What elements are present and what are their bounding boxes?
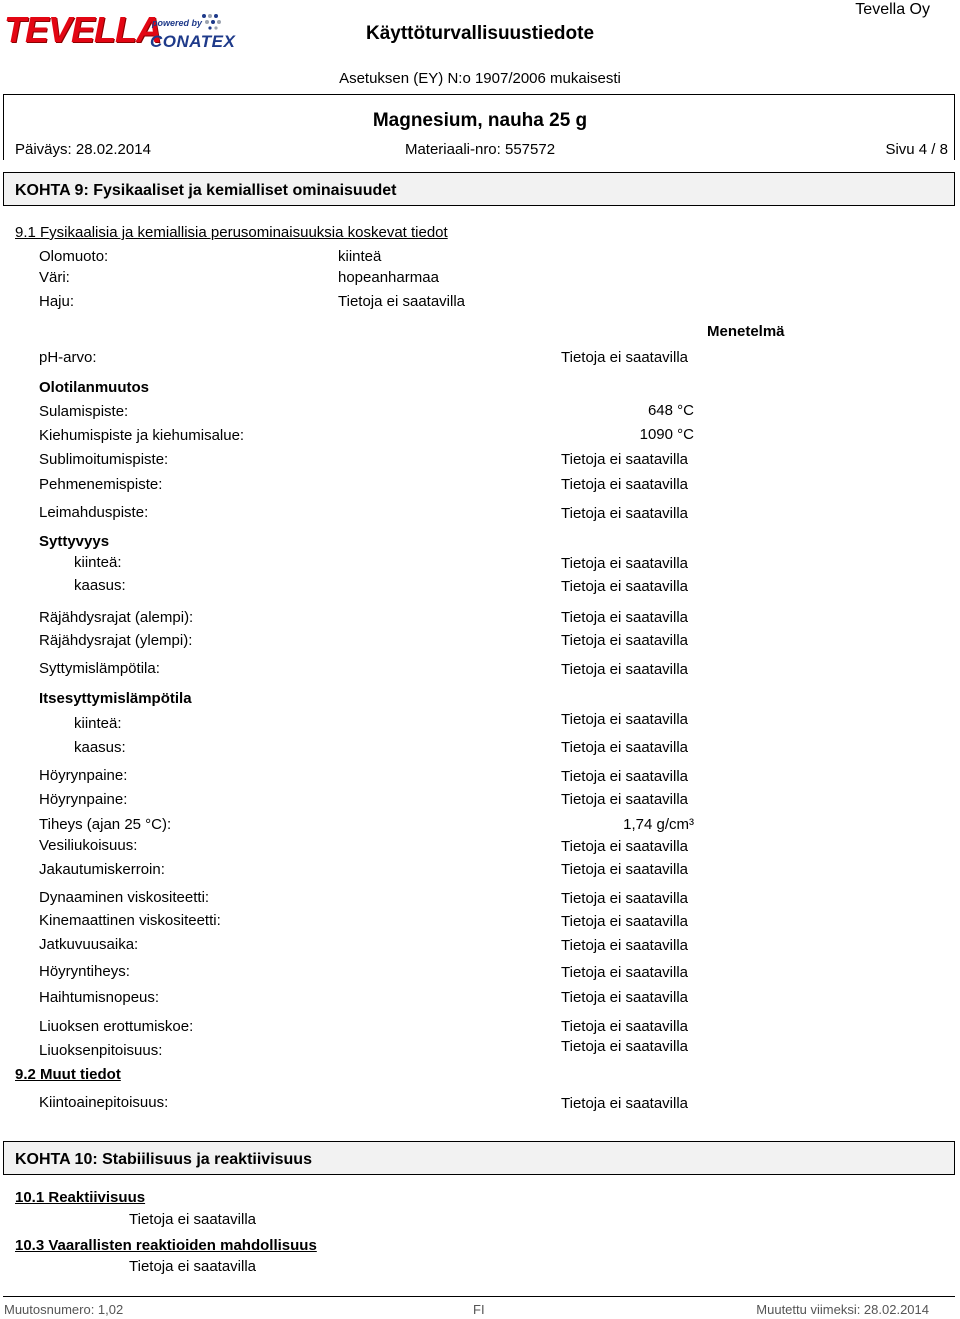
- vapour-density-value: Tietoja ei saatavilla: [561, 964, 689, 981]
- document-date: Päiväys: 28.02.2014: [15, 141, 151, 158]
- partition-value: Tietoja ei saatavilla: [561, 861, 689, 878]
- solid-content-value: Tietoja ei saatavilla: [561, 1095, 689, 1112]
- appearance-value: kiinteä: [338, 248, 382, 265]
- section-10-title: KOHTA 10: Stabiilisuus ja reaktiivisuus: [15, 1151, 312, 1168]
- company-name: Tevella Oy: [855, 1, 930, 18]
- logo-powered: powered by: [152, 18, 203, 28]
- evaporation-value: Tietoja ei saatavilla: [561, 989, 689, 1006]
- appearance-label: Olomuoto:: [39, 248, 109, 265]
- reactivity-value: Tietoja ei saatavilla: [129, 1211, 257, 1228]
- density-label: Tiheys (ajan 25 °C):: [39, 816, 172, 833]
- self-ignition-header: Itsesyttymislämpötila: [39, 690, 192, 707]
- flammability-header: Syttyvyys: [39, 533, 110, 550]
- dynamic-viscosity-value: Tietoja ei saatavilla: [561, 890, 689, 907]
- colour-value: hopeanharmaa: [338, 269, 439, 286]
- subsection-10-3: 10.3 Vaarallisten reaktioiden mahdollisuus: [15, 1237, 317, 1254]
- density-value: 1,74 g/cm³: [623, 816, 694, 833]
- method-header: Menetelmä: [707, 323, 785, 340]
- vapour-pressure-2-label: Höyrynpaine:: [39, 791, 128, 808]
- kinematic-viscosity-value: Tietoja ei saatavilla: [561, 913, 689, 930]
- sublimation-value: Tietoja ei saatavilla: [561, 451, 689, 468]
- ignition-value: Tietoja ei saatavilla: [561, 661, 689, 678]
- section-9-title: KOHTA 9: Fysikaaliset ja kemialliset ominaisuudet: [15, 182, 397, 199]
- flash-point-value: Tietoja ei saatavilla: [561, 505, 689, 522]
- hazardous-reactions-value: Tietoja ei saatavilla: [129, 1258, 257, 1275]
- vapour-density-label: Höyryntiheys:: [39, 963, 130, 980]
- softening-value: Tietoja ei saatavilla: [561, 476, 689, 493]
- boiling-label: Kiehumispiste ja kiehumisalue:: [39, 427, 245, 444]
- page-number: Sivu 4 / 8: [885, 141, 948, 158]
- last-modified: Muutettu viimeksi: 28.02.2014: [756, 1302, 929, 1317]
- section-10-header: [3, 1141, 955, 1175]
- evaporation-label: Haihtumisnopeus:: [39, 989, 160, 1006]
- ph-value: Tietoja ei saatavilla: [561, 349, 689, 366]
- ignition-label: Syttymislämpötila:: [39, 660, 160, 677]
- solvent-separation-label: Liuoksen erottumiskoe:: [39, 1018, 194, 1035]
- softening-label: Pehmenemispiste:: [39, 476, 163, 493]
- solvent-separation-value: Tietoja ei saatavilla: [561, 1018, 689, 1035]
- regulation-note: Asetuksen (EY) N:o 1907/2006 mukaisesti: [339, 70, 621, 87]
- subsection-10-1: 10.1 Reaktiivisuus: [15, 1189, 146, 1206]
- product-name: Magnesium, nauha 25 g: [372, 110, 588, 131]
- water-solubility-value: Tietoja ei saatavilla: [561, 838, 689, 855]
- vapour-pressure-value: Tietoja ei saatavilla: [561, 768, 689, 785]
- phase-change-header: Olotilanmuutos: [39, 379, 149, 396]
- explosion-lower-value: Tietoja ei saatavilla: [561, 609, 689, 626]
- self-ignition-gas-label: kaasus:: [74, 739, 126, 756]
- flammability-solid-value: Tietoja ei saatavilla: [561, 555, 689, 572]
- revision-number: Muutosnumero: 1,02: [4, 1302, 124, 1317]
- kinematic-viscosity-label: Kinemaattinen viskositeetti:: [39, 912, 221, 929]
- self-ignition-solid-value: Tietoja ei saatavilla: [561, 711, 689, 728]
- melting-value: 648 °C: [647, 402, 694, 419]
- explosion-upper-value: Tietoja ei saatavilla: [561, 632, 689, 649]
- boiling-value: 1090 °C: [639, 426, 694, 443]
- vapour-pressure-label: Höyrynpaine:: [39, 767, 128, 784]
- self-ignition-gas-value: Tietoja ei saatavilla: [561, 739, 689, 756]
- flammability-solid-label: kiinteä:: [74, 554, 122, 571]
- odour-value: Tietoja ei saatavilla: [338, 293, 466, 310]
- self-ignition-solid-label: kiinteä:: [74, 715, 122, 732]
- melting-label: Sulamispiste:: [39, 403, 129, 420]
- odour-label: Haju:: [39, 293, 75, 310]
- dynamic-viscosity-label: Dynaaminen viskositeetti:: [39, 889, 210, 906]
- solvent-content-label: Liuoksenpitoisuus:: [39, 1042, 163, 1059]
- ph-label: pH-arvo:: [39, 349, 97, 366]
- material-number: Materiaali-nro: 557572: [404, 141, 556, 158]
- document-title: Käyttöturvallisuustiedote: [365, 23, 595, 44]
- subsection-9-2: 9.2 Muut tiedot: [15, 1066, 121, 1083]
- partition-label: Jakautumiskerroin:: [39, 861, 165, 878]
- flammability-gas-value: Tietoja ei saatavilla: [561, 578, 689, 595]
- flow-time-value: Tietoja ei saatavilla: [561, 937, 689, 954]
- section-9-header: [3, 172, 955, 206]
- language-code: FI: [473, 1302, 485, 1317]
- logo-partner: CONATEX: [150, 32, 236, 51]
- sublimation-label: Sublimoitumispiste:: [39, 451, 169, 468]
- solid-content-label: Kiintoainepitoisuus:: [39, 1094, 169, 1111]
- water-solubility-label: Vesiliukoisuus:: [39, 837, 138, 854]
- explosion-lower-label: Räjähdysrajat (alempi):: [39, 609, 194, 626]
- flash-point-label: Leimahduspiste:: [39, 504, 149, 521]
- footer-divider: [3, 1296, 955, 1297]
- flammability-gas-label: kaasus:: [74, 577, 126, 594]
- solvent-content-value: Tietoja ei saatavilla: [561, 1038, 689, 1055]
- colour-label: Väri:: [39, 269, 70, 286]
- flow-time-label: Jatkuvuusaika:: [39, 936, 139, 953]
- vapour-pressure-2-value: Tietoja ei saatavilla: [561, 791, 689, 808]
- subsection-9-1: 9.1 Fysikaalisia ja kemiallisia perusominaisuuksia koskevat tiedot: [15, 224, 448, 241]
- explosion-upper-label: Räjähdysrajat (ylempi):: [39, 632, 193, 649]
- logo-brand: TEVELLA: [4, 9, 162, 50]
